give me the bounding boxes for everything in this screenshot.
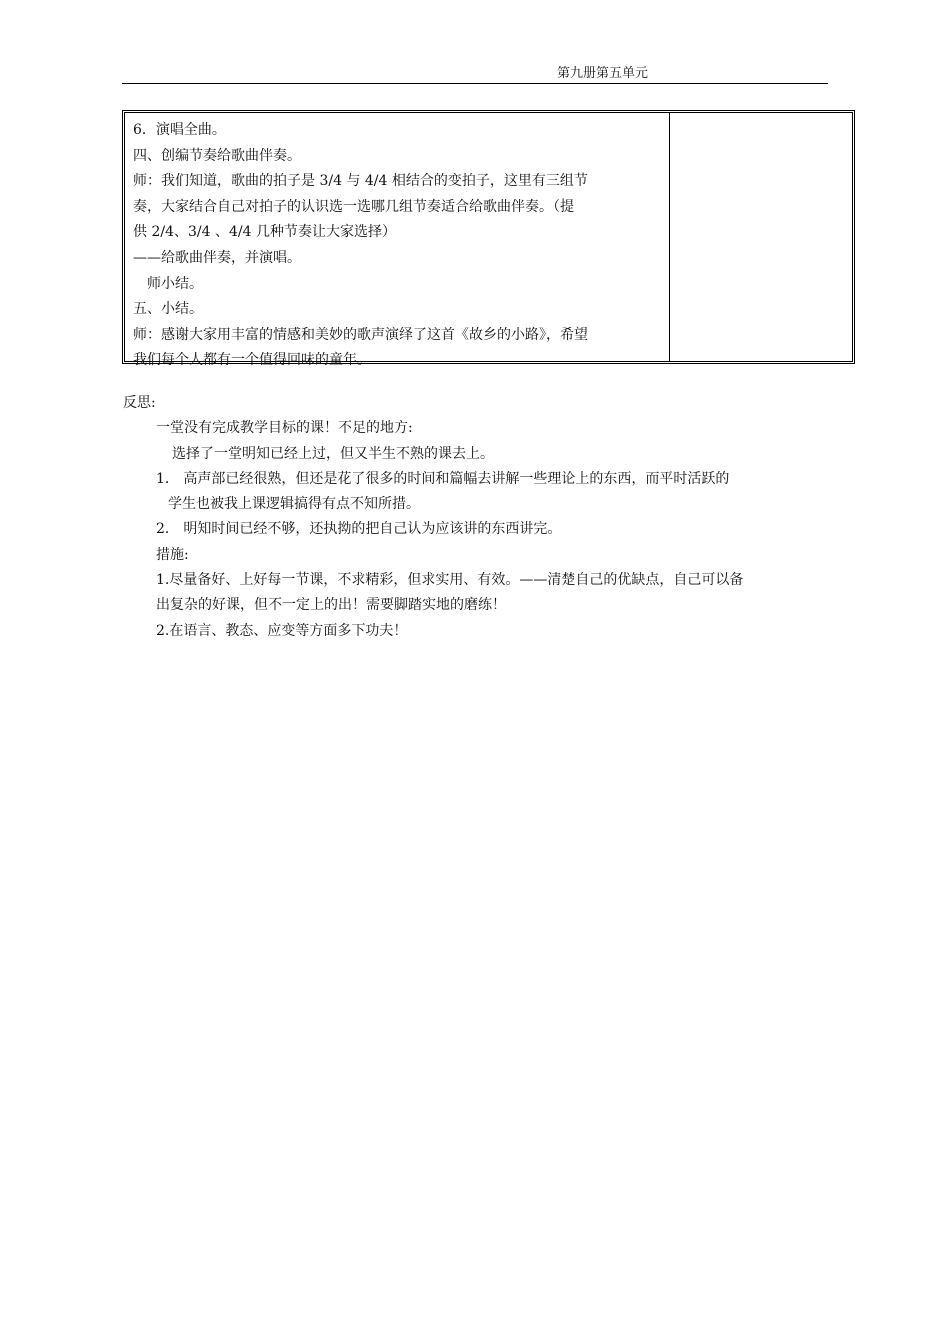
header-divider	[122, 83, 828, 84]
reflection-point-1: 1． 高声部已经很熟，但还是花了很多的时间和篇幅去讲解一些理论上的东西，而平时活跃的	[156, 470, 730, 487]
reflection-section	[123, 391, 843, 644]
measure-1: 1.尽量备好、上好每一节课，不求精彩，但求实用、有效。——清楚自己的优缺点，自己可以备	[156, 572, 744, 589]
table-line: 四、创编节奏给歌曲伴奏。	[133, 147, 301, 164]
reflection-heading: 反思:	[123, 395, 156, 411]
table-line: 师：感谢大家用丰富的情感和美妙的歌声演绎了这首《故乡的小路》，希望	[133, 326, 588, 343]
table-line: 供 2/4、3/4 、4/4 几种节奏让大家选择）	[133, 224, 396, 241]
table-line: 奏，大家结合自己对拍子的认识选一选哪几组节奏适合给歌曲伴奏。（提	[133, 198, 574, 215]
reflection-point-1-continued: 学生也被我上课逻辑搞得有点不知所措。	[168, 496, 420, 513]
table-line: 我们每个人都有一个值得回味的童年。	[133, 352, 371, 369]
measure-1-continued: 出复杂的好课，但不一定上的出！需要脚踏实地的磨练！	[156, 597, 506, 614]
table-line: 师：我们知道，歌曲的拍子是 3/4 与 4/4 相结合的变拍子，这里有三组节	[133, 173, 588, 190]
reflection-point-2: 2． 明知时间已经不够，还执拗的把自己认为应该讲的东西讲完。	[156, 521, 562, 538]
table-line: 师小结。	[147, 275, 203, 292]
page-header-title: 第九册第五单元	[557, 66, 649, 81]
lesson-table	[122, 110, 855, 369]
reflection-intro: 一堂没有完成教学目标的课！不足的地方:	[156, 420, 413, 437]
lesson-content-cell	[125, 113, 670, 369]
table-line: 6．演唱全曲。	[133, 122, 226, 138]
table-line: ——给歌曲伴奏，并演唱。	[133, 249, 301, 266]
measures-heading: 措施:	[156, 546, 189, 563]
reflection-sub-intro: 选择了一堂明知已经上过，但又半生不熟的课去上。	[172, 445, 494, 462]
measure-2: 2.在语言、教态、应变等方面多下功夫！	[156, 622, 408, 639]
table-line: 五、小结。	[133, 301, 203, 318]
notes-cell	[670, 113, 852, 361]
